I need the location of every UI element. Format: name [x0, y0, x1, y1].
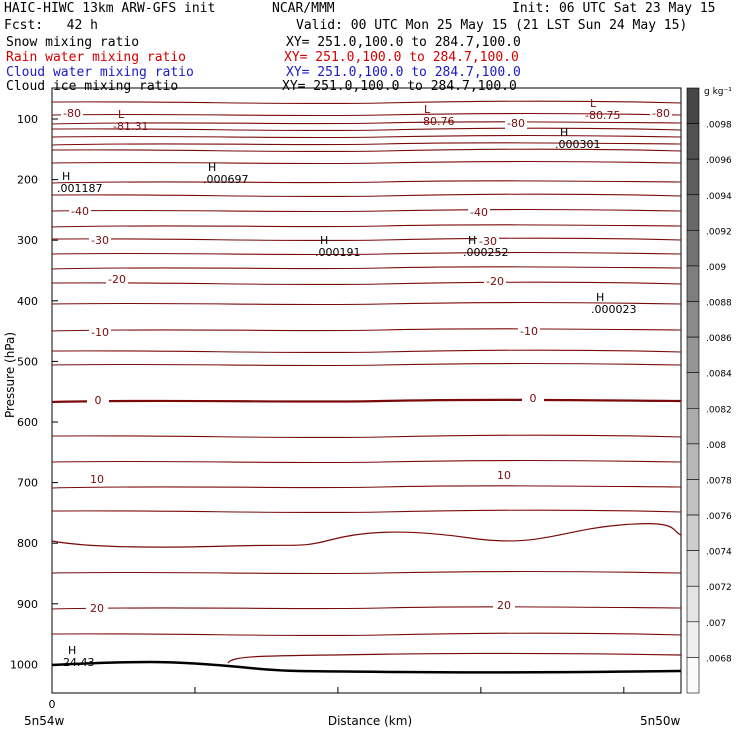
x-tick-label: 0 [48, 698, 56, 711]
y-tick-label: 500 [17, 355, 38, 369]
header-institution: NCAR/MMM [272, 1, 335, 16]
temperature-contour [228, 653, 681, 663]
contour-label: -80 [652, 107, 670, 120]
x-axis-label: Distance (km) [327, 714, 413, 728]
colorbar-label: .008 [706, 440, 727, 451]
colorbar-label: .007 [706, 618, 727, 629]
extremum-marker: H [596, 291, 605, 304]
field-cloudice-xy: XY= 251.0,100.0 to 284.7,100.0 [282, 79, 517, 94]
temperature-contour [52, 350, 681, 352]
contour-label: -40 [71, 205, 89, 218]
plot-frame [52, 88, 681, 693]
colorbar-segment [687, 408, 699, 444]
colorbar-unit: g kg⁻¹ [704, 87, 732, 97]
header-valid-time: Valid: 00 UTC Mon 25 May 15 (21 LST Sun 24 May 15) [296, 18, 688, 33]
temperature-contour [52, 633, 681, 635]
temperature-contour [52, 303, 681, 305]
colorbar-label: .0096 [706, 156, 732, 167]
colorbar-label: .009 [706, 262, 727, 273]
colorbar-segment [687, 337, 699, 373]
colorbar-label: .0084 [706, 369, 732, 380]
header-forecast-hour: Fcst: 42 h [4, 18, 98, 33]
extremum-value: .001187 [57, 182, 103, 195]
temperature-contour [52, 510, 681, 512]
contour-label: -20 [486, 275, 504, 288]
temperature-contour [52, 400, 681, 402]
extremum-marker: H [468, 234, 477, 247]
contour-label: 10 [497, 469, 511, 482]
field-cloudwater-name: Cloud water mixing ratio [6, 65, 194, 80]
y-tick-label: 200 [17, 173, 38, 187]
extremum-value: .000301 [555, 138, 601, 151]
contour-label: 20 [497, 599, 511, 612]
extremum-marker: L [118, 108, 125, 121]
header-model-title: HAIC-HIWC 13km ARW-GFS init [4, 1, 216, 16]
y-tick-label: 800 [17, 537, 38, 551]
y-axis-label: Pressure (hPa) [3, 331, 17, 419]
x-axis-ticks [49, 687, 624, 711]
colorbar-label: .0092 [706, 227, 732, 238]
contour-label: -80 [63, 107, 81, 120]
field-rain-xy: XY= 251.0,100.0 to 284.7,100.0 [284, 50, 519, 65]
terrain-surface [52, 662, 681, 672]
colorbar-label: .0074 [706, 547, 732, 558]
field-cloudwater-xy: XY= 251.0,100.0 to 284.7,100.0 [286, 65, 521, 80]
temperature-contour [52, 101, 681, 103]
temperature-contour [52, 461, 681, 463]
colorbar-label: .0078 [706, 476, 732, 487]
extremum-marker: H [560, 126, 569, 139]
temperature-contour [52, 181, 681, 183]
colorbar-segment [687, 479, 699, 515]
y-tick-label: 100 [17, 113, 38, 126]
contour-label: -10 [520, 325, 538, 338]
temperature-contour [52, 210, 681, 212]
contour-label: -30 [479, 235, 497, 248]
contour-label: 0 [529, 392, 537, 405]
colorbar-label: .0094 [706, 191, 732, 202]
colorbar-segment [687, 124, 699, 160]
field-cloudice-name: Cloud ice mixing ratio [6, 79, 179, 94]
temperature-contour [52, 572, 681, 574]
y-tick-label: 300 [17, 234, 38, 248]
extremum-marker: H [68, 644, 77, 657]
x-start-label: 5n54w [24, 714, 65, 728]
contour-label: 10 [90, 473, 104, 486]
colorbar-segment [687, 195, 699, 231]
contour-labels [61, 107, 672, 615]
x-end-label: 5n50w [640, 714, 681, 728]
colorbar-segment [687, 88, 699, 124]
contour-label: -10 [91, 326, 109, 339]
colorbar-label: .0076 [706, 512, 732, 523]
temperature-contour [52, 282, 681, 284]
colorbar [687, 88, 732, 693]
contour-label: -40 [470, 206, 488, 219]
colorbar-segment [687, 515, 699, 551]
colorbar-label: .0072 [706, 583, 732, 594]
extremum-marker: H [320, 234, 329, 247]
temperature-contour [52, 486, 681, 488]
temperature-contour [52, 162, 681, 164]
colorbar-segment [687, 586, 699, 622]
colorbar-segment [687, 657, 699, 693]
colorbar-label: .0068 [706, 654, 732, 665]
colorbar-segment [687, 159, 699, 195]
field-snow-name: Snow mixing ratio [6, 35, 140, 50]
extremum-value: 24.43 [63, 656, 95, 669]
extremum-value: .000697 [203, 173, 249, 186]
colorbar-segment [687, 230, 699, 266]
colorbar-label: .0098 [706, 120, 732, 131]
y-tick-label: 1000 [10, 658, 38, 672]
contour-layer [52, 101, 681, 663]
temperature-contour [52, 607, 681, 609]
contour-label: -80 [507, 117, 525, 130]
extremum-marker: L [590, 97, 597, 110]
temperature-contour [52, 364, 681, 366]
extremum-marker: H [208, 161, 217, 174]
extremum-value: -80.76 [419, 115, 455, 128]
extremum-value: -80.75 [585, 109, 621, 122]
header-init-time: Init: 06 UTC Sat 23 May 15 [512, 1, 716, 16]
colorbar-segment [687, 551, 699, 587]
colorbar-label: .0082 [706, 405, 732, 416]
temperature-contour [52, 194, 681, 196]
temperature-contour [52, 267, 681, 269]
temperature-contour [52, 238, 681, 240]
extremum-value: -81.31 [113, 120, 149, 133]
extremum-marker: L [424, 103, 431, 116]
y-axis-ticks [10, 113, 58, 671]
field-rain-name: Rain water mixing ratio [6, 50, 187, 65]
temperature-contour [52, 435, 681, 437]
extremum-value: .000023 [591, 303, 637, 316]
contour-label: -20 [108, 273, 126, 286]
y-tick-label: 600 [17, 416, 38, 429]
temperature-contour [52, 225, 681, 227]
colorbar-segment [687, 622, 699, 658]
extremum-value: .000252 [463, 246, 509, 259]
temperature-contour [52, 253, 681, 255]
y-tick-label: 400 [17, 294, 38, 308]
extremum-marker: H [62, 170, 71, 183]
temperature-contour [52, 524, 681, 548]
temperature-contour [52, 329, 681, 331]
contour-label: -30 [91, 234, 109, 247]
colorbar-segment [687, 373, 699, 409]
contour-label: 0 [94, 394, 102, 407]
extremum-value: .000191 [315, 246, 361, 259]
colorbar-segment [687, 444, 699, 480]
colorbar-segment [687, 266, 699, 302]
contour-label: 20 [90, 602, 104, 615]
y-tick-label: 700 [17, 476, 38, 490]
y-tick-label: 900 [17, 597, 38, 611]
field-snow-xy: XY= 251.0,100.0 to 284.7,100.0 [286, 35, 521, 50]
colorbar-segment [687, 302, 699, 338]
colorbar-label: .0086 [706, 334, 732, 345]
terrain-layer [52, 662, 681, 672]
colorbar-label: .0088 [706, 298, 732, 309]
